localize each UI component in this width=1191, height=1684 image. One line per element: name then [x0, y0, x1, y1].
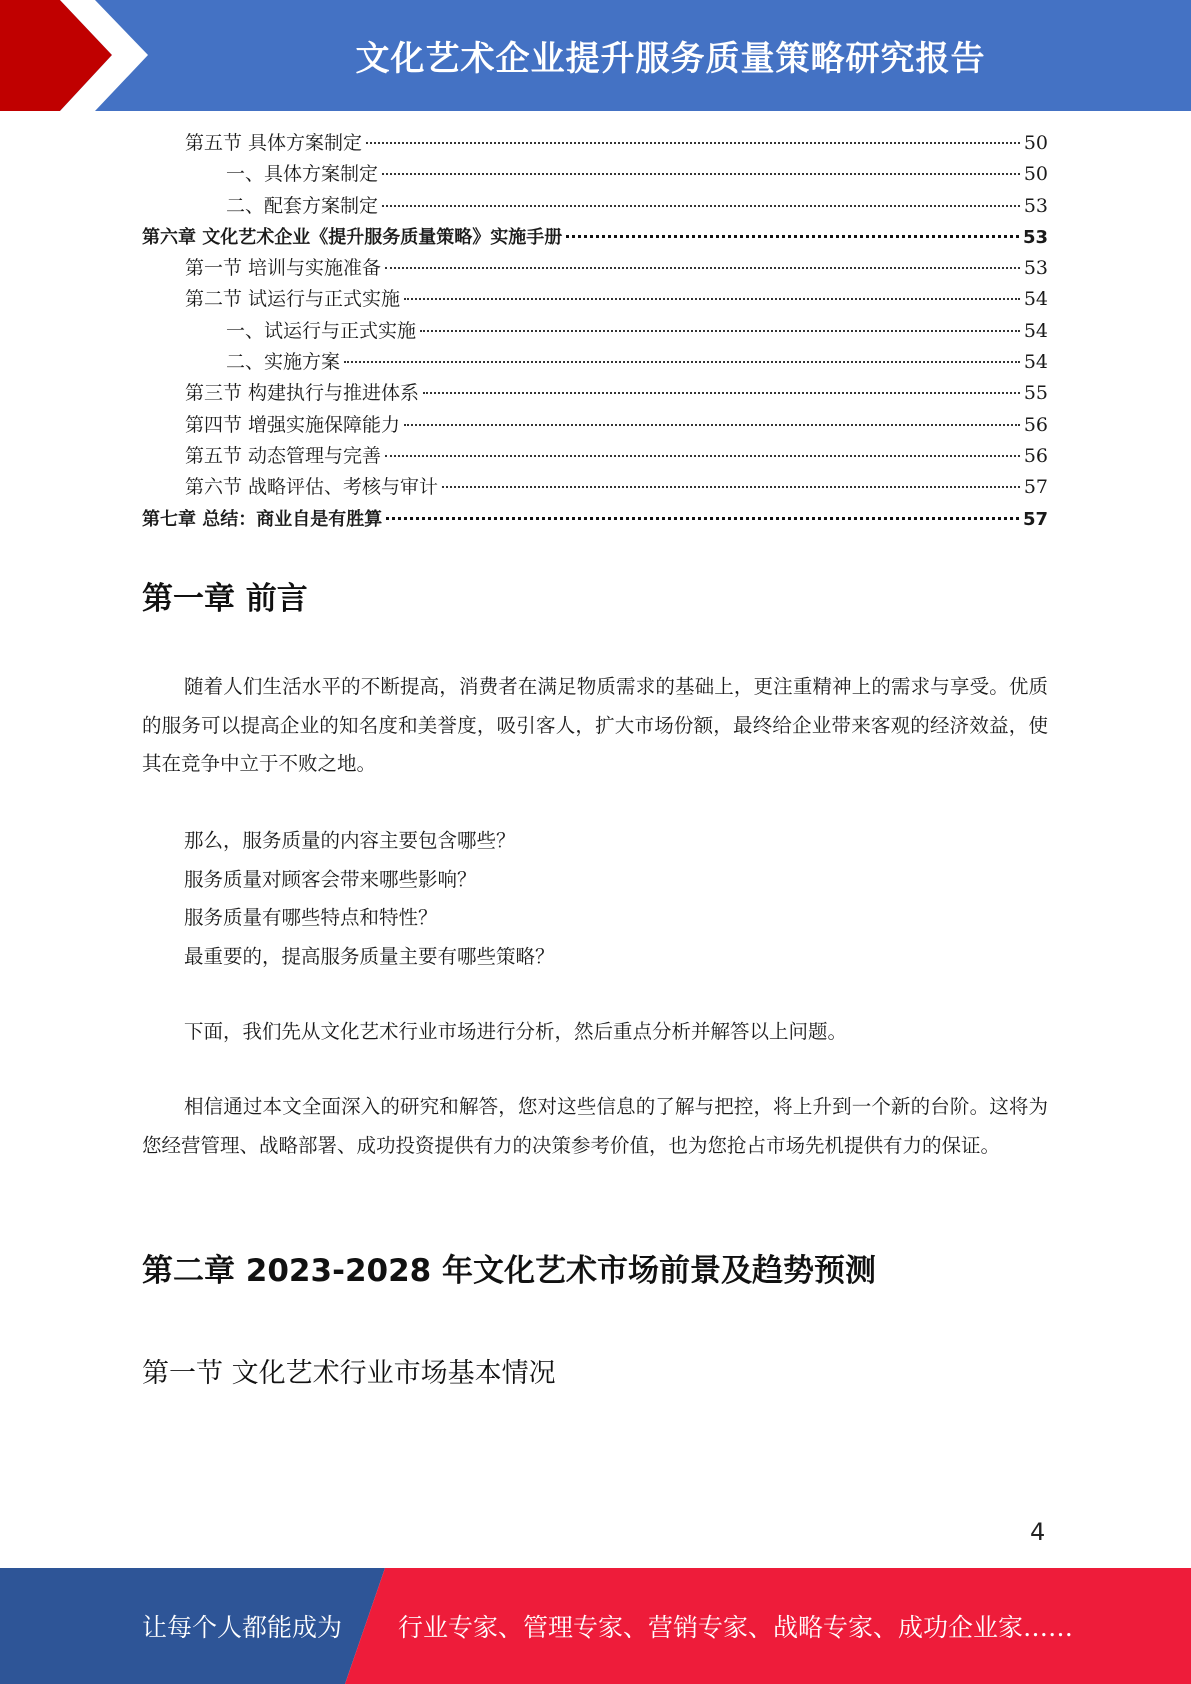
- toc-entry[interactable]: [142, 347, 1048, 378]
- page-number: 4: [1030, 1518, 1046, 1546]
- toc-entry[interactable]: [142, 441, 1048, 472]
- question-list: [184, 822, 555, 976]
- toc-entry[interactable]: [142, 222, 1048, 253]
- chapter2-section1-title: 第一节 文化艺术行业市场基本情况: [142, 1358, 556, 1389]
- toc-entry-page: 57: [1023, 476, 1048, 499]
- toc-leader-dots: [344, 361, 1020, 363]
- toc-leader-dots: [420, 330, 1020, 332]
- toc-leader-dots: [382, 205, 1020, 207]
- toc-entry-label: 第五节 动态管理与完善: [185, 444, 382, 467]
- toc-leader-dots: [442, 486, 1020, 488]
- toc-entry-page: 50: [1023, 163, 1048, 186]
- toc-entry[interactable]: [142, 316, 1048, 347]
- header-title: 文化艺术企业提升服务质量策略研究报告: [355, 39, 986, 79]
- toc-entry-label: 第三节 构建执行与推进体系: [185, 382, 420, 405]
- toc-entry-page: 55: [1023, 382, 1048, 405]
- toc-leader-dots: [385, 267, 1020, 269]
- toc-entry[interactable]: [142, 253, 1048, 284]
- toc-entry-label: 第四节 增强实施保障能力: [185, 413, 401, 436]
- question-item: 服务质量有哪些特点和特性？: [184, 906, 438, 929]
- toc-entry[interactable]: [142, 128, 1048, 159]
- toc-entry[interactable]: [142, 191, 1048, 222]
- question-item: 那么，服务质量的内容主要包含哪些？: [184, 829, 516, 852]
- toc-entry-page: 54: [1023, 319, 1048, 342]
- header-arrow-decoration: [0, 0, 160, 111]
- toc-entry-label: 第六节 战略评估、考核与审计: [185, 476, 439, 499]
- footer-slogan-left: 让每个人都能成为: [142, 1613, 343, 1642]
- page-header: [0, 0, 1191, 111]
- toc-leader-dots: [404, 424, 1020, 426]
- toc-entry-page: 53: [1023, 194, 1048, 217]
- toc-leader-dots: [385, 455, 1020, 457]
- toc-entry-label: 一、试运行与正式实施: [226, 319, 417, 342]
- toc-entry-label: 一、具体方案制定: [226, 163, 379, 186]
- toc-leader-dots: [366, 142, 1020, 144]
- toc-entry[interactable]: [142, 159, 1048, 190]
- footer-slogan-right: 行业专家、管理专家、营销专家、战略专家、成功企业家……: [398, 1613, 1074, 1642]
- toc-entry-label: 第七章 总结：商业自是有胜算: [142, 508, 383, 530]
- chapter1-title: 第一章 前言: [142, 581, 308, 617]
- toc-leader-dots: [386, 517, 1019, 520]
- toc-entry-label: 第一节 培训与实施准备: [185, 257, 382, 280]
- toc-leader-dots: [382, 173, 1020, 175]
- toc-leader-dots: [404, 298, 1020, 300]
- question-item: 服务质量对顾客会带来哪些影响？: [184, 867, 477, 891]
- toc-entry[interactable]: [142, 504, 1048, 535]
- chapter2-title: 第二章 2023-2028 年文化艺术市场前景及趋势预测: [142, 1253, 877, 1289]
- chapter1-paragraph-3: 相信通过本文全面深入的研究和解答，您对这些信息的了解与把控，将上升到一个新的台阶。这将为您经营管理、战略部署、成功投资提供有力的决策参考价值，也为您抢占市场先机提供有力的保证。: [142, 1095, 1048, 1157]
- toc-entry-page: 56: [1023, 444, 1048, 467]
- table-of-contents: [142, 128, 1048, 535]
- toc-leader-dots: [566, 235, 1019, 238]
- toc-entry-page: 53: [1023, 257, 1048, 280]
- toc-entry-label: 二、实施方案: [226, 351, 341, 374]
- toc-entry-label: 二、配套方案制定: [226, 194, 379, 217]
- toc-entry-label: 第二节 试运行与正式实施: [185, 288, 401, 311]
- question-item: 最重要的，提高服务质量主要有哪些策略？: [184, 944, 555, 968]
- toc-entry[interactable]: [142, 410, 1048, 441]
- toc-entry-page: 57: [1022, 508, 1048, 530]
- toc-entry-page: 53: [1022, 226, 1048, 248]
- chapter1-paragraph-1: 随着人们生活水平的不断提高，消费者在满足物质需求的基础上，更注重精神上的需求与享受。优质的服务可以提高企业的知名度和美誉度，吸引客人，扩大市场份额，最终给企业带来客观的经济效益，使其在竞争中立于不败之地。: [142, 675, 1048, 775]
- toc-entry[interactable]: [142, 472, 1048, 503]
- chapter1-paragraph-2: 下面，我们先从文化艺术行业市场进行分析，然后重点分析并解答以上问题。: [184, 1020, 848, 1043]
- toc-entry-label: 第六章 文化艺术企业《提升服务质量策略》实施手册: [142, 226, 563, 248]
- toc-entry-page: 54: [1023, 288, 1048, 311]
- toc-entry-page: 54: [1023, 351, 1048, 374]
- toc-entry-page: 56: [1023, 413, 1048, 436]
- toc-entry[interactable]: [142, 378, 1048, 409]
- toc-leader-dots: [423, 392, 1020, 394]
- toc-entry[interactable]: [142, 284, 1048, 315]
- toc-entry-page: 50: [1023, 132, 1048, 154]
- toc-entry-label: 第五节 具体方案制定: [185, 132, 363, 154]
